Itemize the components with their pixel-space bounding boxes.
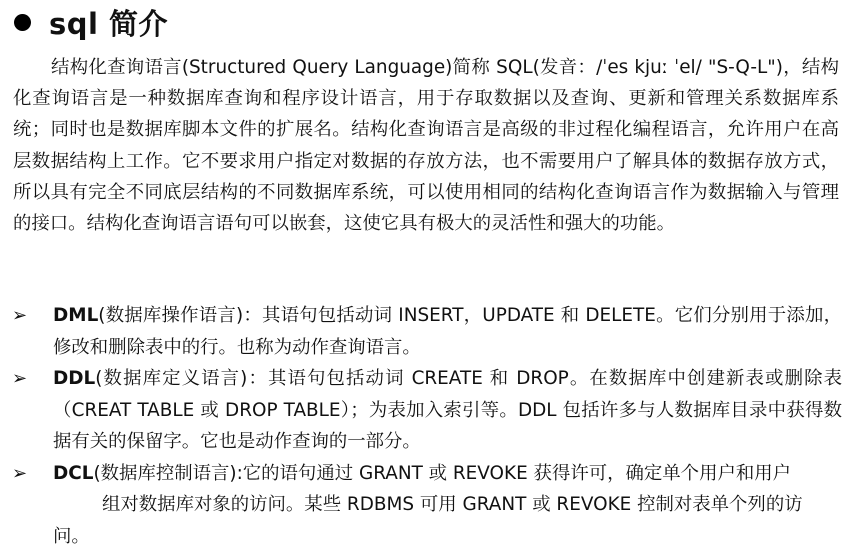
- intro-paragraph: 结构化查询语言(Structured Query Language)简称 SQL(发音：/ˈes kjuː ˈel/ "S-Q-L")，结构化查询语言是一种数据库查询和程序设计语言，用于存取数据以及查询、更新和管理关系数据库系统；同时也是数据库脚本文件的扩展名。结构化查询语言是高级的非过程化编程语言，允许用户在高层数据结构上工作。它不要求用户指定对数据的存放方法，也不需要用户了解具体的数据存放方式，所以具有完全不同底层结构的不同数据库系统，可以使用相同的结构化查询语言作为数据输入与管理的接口。结构化查询语言语句可以嵌套，这使它具有极大的灵活性和强大的功能。: [13, 57, 839, 235]
- description-dcl: (数据库控制语言):它的语句通过 GRANT 或 REVOKE 获得许可，确定单个用户和用户: [93, 462, 792, 484]
- section-heading: [14, 2, 168, 42]
- description-ddl: (数据库定义语言)：其语句包括动词 CREATE 和 DROP。在数据库中创建新表或删除表（CREAT TABLE 或 DROP TABLE）；为表加入索引等。DDL 包括许多与人数据库目录中获得数据有关的保留字。它也是动作查询的一部分。: [53, 368, 842, 452]
- page-title: sql 简介: [49, 6, 169, 41]
- arrow-bullet-icon: ➢: [12, 368, 28, 389]
- list-item-dcl: [8, 458, 842, 553]
- list-item-dml: [8, 300, 842, 363]
- term-dcl: DCL: [53, 462, 94, 484]
- sql-category-list: [8, 300, 842, 552]
- list-item-ddl: [8, 363, 842, 458]
- bullet-dot-icon: [14, 14, 31, 31]
- arrow-bullet-icon: ➢: [12, 305, 28, 326]
- term-dml: DML: [53, 305, 99, 326]
- description-dml: (数据库操作语言)：其语句包括动词 INSERT，UPDATE 和 DELETE。它们分别用于添加，修改和删除表中的行。也称为动作查询语言。: [53, 305, 842, 358]
- term-ddl: DDL: [53, 368, 96, 389]
- arrow-bullet-icon: ➢: [12, 462, 28, 484]
- description-dcl-continued: 组对数据库对象的访问。某些 RDBMS 可用 GRANT 或 REVOKE 控制对表单个列的访: [102, 494, 803, 515]
- description-dcl-end: 问。: [53, 525, 90, 547]
